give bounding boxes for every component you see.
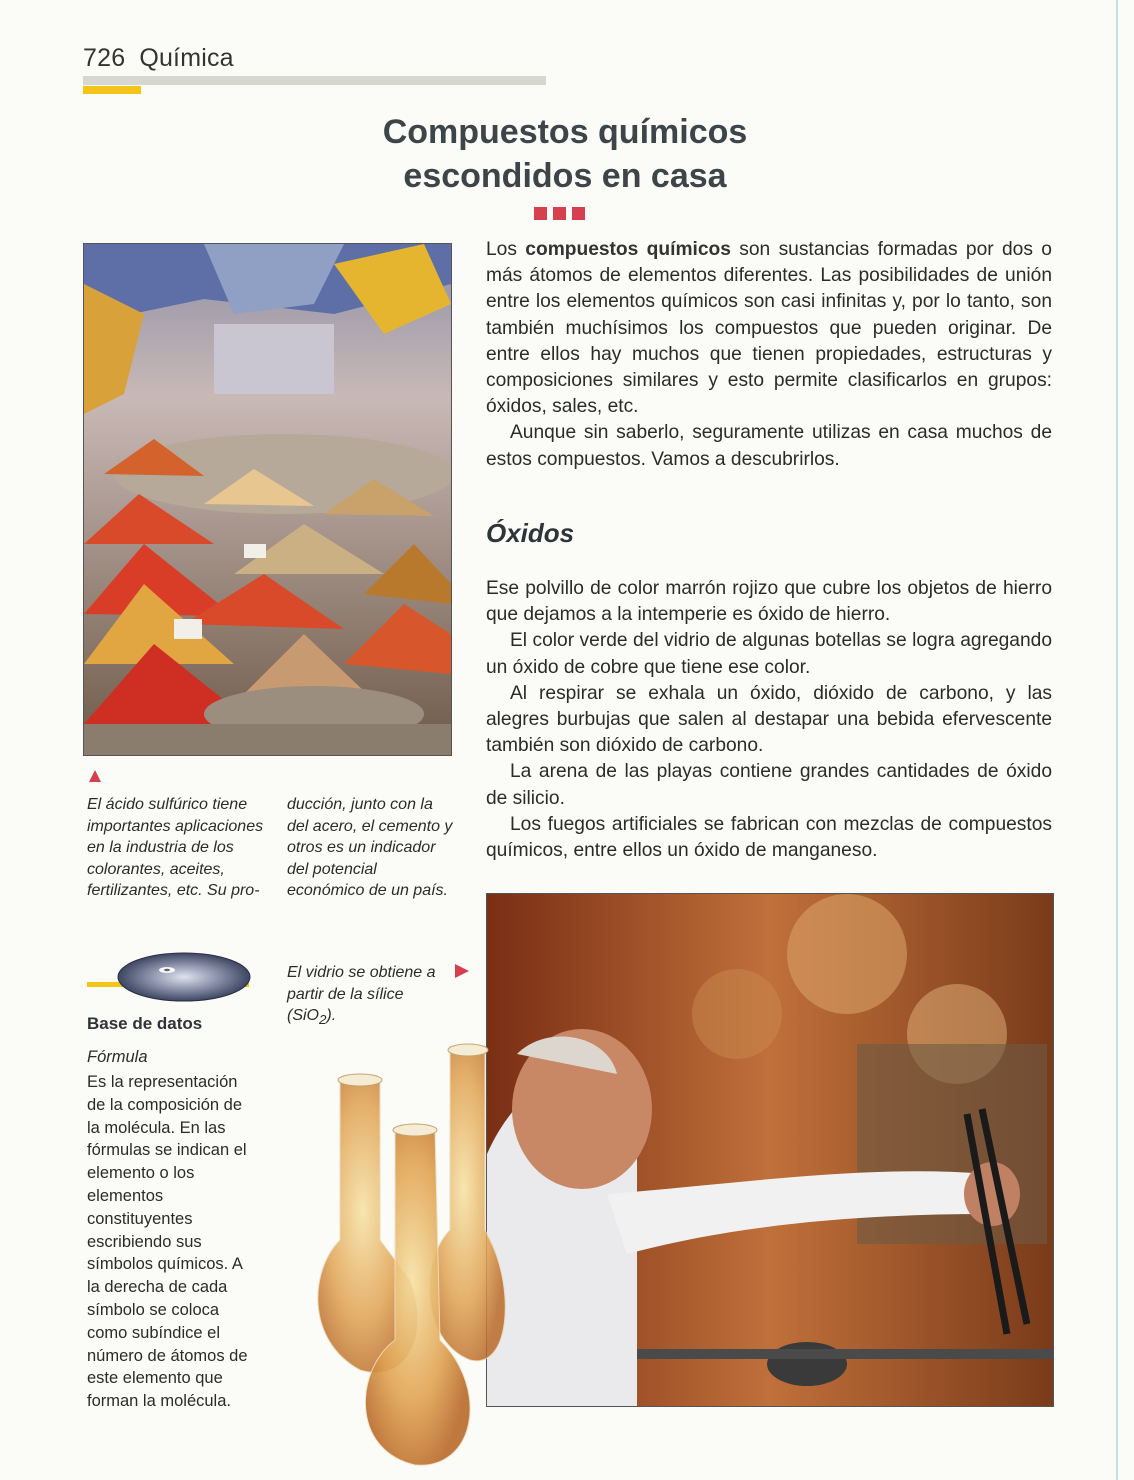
intro-paragraph-1: Los compuestos químicos son sustancias formadas por dos o más átomos de elementos diferentes. Las posibilidades de unión entre los elementos químicos son casi infinitas y, por lo tanto, son también muchísimos los compuestos que pueden originar. De entre ellos hay muchos que tienen propiedades, estructuras y composiciones similares y esto permite clasificarlos en grupos: óxidos, sales, etc.	[486, 239, 1052, 418]
section-name: Química	[139, 44, 234, 72]
page-title	[300, 110, 830, 198]
header-rule	[83, 76, 546, 85]
oxidos-paragraph-2: El color verde del vidrio de algunas botellas se logra agregando un óxido de cobre que tiene ese color.	[486, 630, 1052, 678]
acid-caption-col2: ducción, junto con la del acero, el cemento y otros es un indicador del potencial económico de un país.	[287, 796, 453, 899]
caption-marker-right-icon	[455, 964, 469, 978]
page-number: 726	[83, 44, 126, 72]
intro-paragraph-2: Aunque sin saberlo, seguramente utilizas en casa muchos de estos compuestos. Vamos a descubrirlos.	[486, 422, 1052, 470]
title-line-1: Compuestos químicos	[382, 113, 748, 151]
database-definition: Es la representación de la composición de la molécula. En las fórmulas se indican el elemento o los elementos constituyentes escribiendo sus símbolos químicos. A la derecha de cada símbolo se coloca como subíndice el número de átomos de este elemento que forman la molécula.	[87, 1073, 248, 1411]
caption-marker-up-icon	[89, 770, 101, 782]
oxidos-paragraph-4: La arena de las playas contiene grandes cantidades de óxido de silicio.	[486, 761, 1052, 809]
oxidos-paragraph-3: Al respirar se exhala un óxido, dióxido de carbono, y las alegres burbujas que salen al destapar una bebida efervescente también son dióxido de carbono.	[486, 682, 1052, 757]
header-accent	[83, 86, 141, 94]
acid-caption-col1: El ácido sulfúrico tiene importantes aplicaciones en la industria de los colorantes, aceites, fertilizantes, etc. Su pro-	[87, 796, 264, 899]
database-title: Base de datos	[87, 1014, 203, 1033]
oxidos-paragraph-5: Los fuegos artificiales se fabrican con mezclas de compuestos químicos, entre ellos un óxido de manganeso.	[486, 813, 1052, 862]
cd-disc-icon	[115, 950, 253, 1004]
spice-market-photo	[83, 243, 452, 756]
glass-flasks-image	[300, 1040, 510, 1470]
glass-caption: El vidrio se obtiene a partir de la sílice (SiO$_2$).	[287, 964, 436, 1028]
title-line-2: escondidos en casa	[403, 157, 727, 195]
oxidos-text	[486, 576, 1052, 864]
page-header	[83, 44, 234, 73]
bold-term: compuestos químicos	[525, 239, 731, 260]
database-term: Fórmula	[87, 1048, 148, 1066]
page-edge	[1116, 0, 1118, 1480]
title-ornament	[534, 207, 585, 220]
intro-text	[486, 237, 1052, 473]
oxidos-paragraph-1: Ese polvillo de color marrón rojizo que cubre los objetos de hierro que dejamos a la intemperie es óxido de hierro.	[486, 578, 1052, 626]
glassblower-photo	[486, 893, 1054, 1407]
section-heading-oxidos: Óxidos	[486, 518, 575, 548]
